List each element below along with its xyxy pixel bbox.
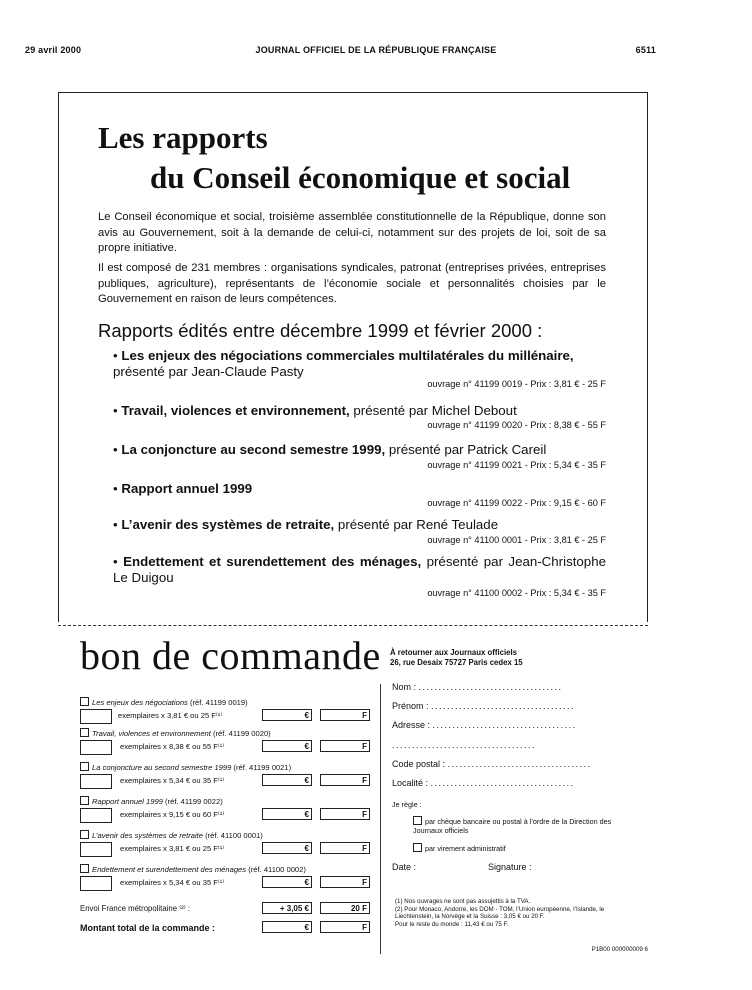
euro-sign: € [304, 776, 309, 785]
signature-label: Signature : [488, 862, 532, 872]
quantity-input[interactable] [80, 740, 112, 755]
adresse-field[interactable] [392, 719, 577, 732]
nom-field[interactable] [392, 681, 563, 694]
quantity-input[interactable] [80, 876, 112, 891]
order-title: Rapport annuel 1999 [92, 797, 163, 806]
envoi-euro-box: + 3,05 € [262, 902, 312, 914]
dotted-line: .................................... [430, 778, 575, 788]
order-item-title[interactable] [80, 830, 263, 840]
amount-euro-box[interactable] [262, 709, 312, 721]
franc-sign: F [362, 923, 367, 932]
envoi-label: Envoi France métropolitaine ⁽²⁾ : [80, 904, 191, 913]
franc-sign: F [362, 742, 367, 751]
total-franc-box[interactable] [320, 921, 370, 933]
code-postal-field[interactable] [392, 758, 592, 771]
payment-label: Je règle : [392, 800, 422, 809]
rapport-item: • Endettement et surendettement des ménages, présenté par Jean-Christophe Le Duigou [113, 554, 606, 585]
dotted-line: .................................... [447, 759, 592, 769]
amount-franc-box[interactable] [320, 740, 370, 752]
total-label: Montant total de la commande : [80, 923, 216, 933]
amount-franc-box[interactable] [320, 876, 370, 888]
order-price: exemplaires x 3,81 € ou 25 F⁽¹⁾ [120, 844, 225, 853]
header-journal: JOURNAL OFFICIEL DE LA RÉPUBLIQUE FRANÇAISE [255, 45, 497, 55]
order-item-title[interactable] [80, 864, 306, 874]
adresse-line-2[interactable] [392, 739, 536, 752]
order-price: exemplaires x 9,15 € ou 60 F⁽¹⁾ [120, 810, 225, 819]
footnote-1: (1) Nos ouvrages ne sont pas assujettis à la TVA. [395, 898, 531, 905]
return-line-1: À retourner aux Journaux officiels [390, 648, 517, 657]
franc-sign: F [362, 711, 367, 720]
footnote-2: (2) Pour Monaco, Andorre, les DOM - TOM, l’Union européenne, l’Islande, le Liechtenstein, la Norvège et la Suisse : 3,05 € ou 20 F. [395, 905, 605, 920]
dotted-line: .................................... [392, 740, 537, 750]
checkbox[interactable] [413, 843, 422, 852]
cheque-label: par chèque bancaire ou postal à l’ordre de la Direction des Journaux officiels [413, 817, 612, 835]
order-ref: (réf. 41100 0002) [246, 865, 306, 874]
euro-sign: € [304, 810, 309, 819]
date-label: Date : [392, 862, 417, 872]
dotted-line: .................................... [432, 720, 577, 730]
rapport-item: • L’avenir des systèmes de retraite, présenté par René Teulade [113, 517, 499, 532]
checkbox[interactable] [80, 796, 89, 805]
euro-sign: € [304, 878, 309, 887]
amount-franc-box[interactable] [320, 842, 370, 854]
order-title: L’avenir des systèmes de retraite [92, 831, 204, 840]
document-code: P1B00 000000009 6 [591, 946, 648, 953]
rapport-author: présenté par Jean-Christophe Le Duigou [113, 554, 606, 585]
quantity-input[interactable] [80, 808, 112, 823]
euro-sign: € [304, 923, 309, 932]
prenom-label: Prénom : [392, 701, 429, 711]
rapport-item: • Les enjeux des négociations commerciales multilatérales du millénaire, présenté par Jean-Claude Pasty [113, 348, 574, 379]
footnote-3: Pour le reste du monde : 11,43 € ou 75 F. [395, 920, 509, 928]
order-ref: (réf. 41199 0019) [187, 698, 248, 707]
quantity-input[interactable] [80, 842, 112, 857]
amount-franc-box[interactable] [320, 774, 370, 786]
return-line-2: 26, rue Desaix 75727 Paris cedex 15 [390, 658, 523, 667]
rapport-author: présenté par René Teulade [334, 517, 499, 532]
checkbox[interactable] [80, 697, 89, 706]
rapport-title: Travail, violences et environnement, [121, 403, 350, 418]
rapport-ref: ouvrage n° 41199 0022 - Prix : 9,15 € - 60 F [427, 498, 606, 508]
franc-sign: F [362, 878, 367, 887]
code-postal-label: Code postal : [392, 759, 446, 769]
order-item-title[interactable] [80, 762, 291, 772]
checkbox[interactable] [413, 816, 422, 825]
rapport-title: Les enjeux des négociations commerciales multilatérales du millénaire, [121, 348, 574, 363]
amount-euro-box[interactable] [262, 842, 312, 854]
virement-label: par virement administratif [425, 844, 506, 853]
order-title: La conjoncture au second semestre 1999 [92, 763, 232, 772]
checkbox[interactable] [80, 762, 89, 771]
rapport-title: Rapport annuel 1999 [121, 481, 253, 496]
order-item-title[interactable] [80, 796, 223, 806]
column-divider [380, 684, 381, 954]
nom-label: Nom : [392, 682, 417, 692]
franc-sign: F [362, 844, 367, 853]
amount-franc-box[interactable] [320, 808, 370, 820]
order-title: Endettement et surendettement des ménages [92, 865, 247, 874]
rapport-author: présenté par Patrick Careil [385, 442, 547, 457]
amount-euro-box[interactable] [262, 774, 312, 786]
order-ref: (réf. 41199 0020) [210, 729, 271, 738]
amount-euro-box[interactable] [262, 740, 312, 752]
virement-option[interactable] [413, 843, 506, 853]
order-ref: (réf. 41199 0021) [231, 763, 292, 772]
dotted-line: .................................... [431, 701, 576, 711]
checkbox[interactable] [80, 864, 89, 873]
rapport-title: L’avenir des systèmes de retraite, [121, 517, 335, 532]
checkbox[interactable] [80, 728, 89, 737]
order-title: Les enjeux des négociations [92, 698, 188, 707]
order-ref: (réf. 41199 0022) [162, 797, 223, 806]
total-euro-box[interactable] [262, 921, 312, 933]
dotted-line: .................................... [418, 682, 563, 692]
quantity-input[interactable] [80, 709, 112, 724]
euro-sign: € [304, 844, 309, 853]
rapport-ref: ouvrage n° 41100 0001 - Prix : 3,81 € - 25 F [427, 535, 606, 545]
rapport-ref: ouvrage n° 41100 0002 - Prix : 5,34 € - 35 F [427, 588, 606, 598]
order-item-title[interactable] [80, 697, 248, 707]
rapport-item: • La conjoncture au second semestre 1999, présenté par Patrick Careil [113, 442, 547, 457]
localite-field[interactable] [392, 777, 575, 790]
order-price: exemplaires x 8,38 € ou 55 F⁽¹⁾ [120, 742, 225, 751]
localite-label: Localité : [392, 778, 429, 788]
rapport-title: Endettement et surendettement des ménages, [123, 554, 422, 569]
franc-sign: F [362, 776, 367, 785]
rapport-title: La conjoncture au second semestre 1999, [121, 442, 386, 457]
franc-sign: F [362, 810, 367, 819]
rapport-item: • Rapport annuel 1999 [113, 481, 253, 496]
rapport-author: présenté par Jean-Claude Pasty [113, 364, 304, 379]
checkbox[interactable] [80, 830, 89, 839]
envoi-franc-box: 20 F [320, 902, 370, 914]
intro-paragraph-2: Il est composé de 231 membres : organisations syndicales, patronat (entreprises privées, entreprises publiques, agriculture), représentants de l’économie sociale et personnalités choisies par le Gouvernement en raison de leurs compétences. [98, 262, 606, 305]
order-price: exemplaires x 3,81 € ou 25 F⁽¹⁾ [118, 711, 223, 720]
order-ref: (réf. 41100 0001) [203, 831, 263, 840]
adresse-label: Adresse : [392, 720, 431, 730]
footnotes [395, 898, 635, 928]
rapport-ref: ouvrage n° 41199 0019 - Prix : 3,81 € - 25 F [427, 379, 606, 389]
order-price: exemplaires x 5,34 € ou 35 F⁽¹⁾ [120, 878, 225, 887]
amount-franc-box[interactable] [320, 709, 370, 721]
header-date: 29 avril 2000 [25, 45, 82, 55]
quantity-input[interactable] [80, 774, 112, 789]
title-line-2: du Conseil économique et social [150, 160, 571, 195]
amount-euro-box[interactable] [262, 808, 312, 820]
amount-euro-box[interactable] [262, 876, 312, 888]
rapport-ref: ouvrage n° 41199 0021 - Prix : 5,34 € - 35 F [427, 460, 606, 470]
order-item-title[interactable] [80, 728, 271, 738]
intro-paragraph-1: Le Conseil économique et social, troisième assemblée constitutionnelle de la République, donne son avis au Gouvernement, soit à la demande de celui-ci, notamment sur des projets de loi, soit de sa propre initiative. [98, 211, 606, 254]
prenom-field[interactable] [392, 700, 575, 713]
order-price: exemplaires x 5,34 € ou 35 F⁽¹⁾ [120, 776, 225, 785]
rapport-item: • Travail, violences et environnement, présenté par Michel Debout [113, 403, 517, 418]
return-address [390, 648, 523, 668]
rapport-author: présenté par Michel Debout [349, 403, 517, 418]
order-form-title: bon de commande [80, 633, 381, 678]
rapports-heading: Rapports édités entre décembre 1999 et février 2000 : [98, 320, 543, 341]
euro-sign: € [304, 711, 309, 720]
order-title: Travail, violences et environnement [92, 729, 211, 738]
title-line-1: Les rapports [98, 120, 268, 155]
header-page-number: 6511 [635, 45, 656, 55]
euro-sign: € [304, 742, 309, 751]
rapport-ref: ouvrage n° 41199 0020 - Prix : 8,38 € - 55 F [427, 420, 606, 430]
cut-line [58, 625, 648, 626]
cheque-option[interactable] [413, 816, 638, 835]
